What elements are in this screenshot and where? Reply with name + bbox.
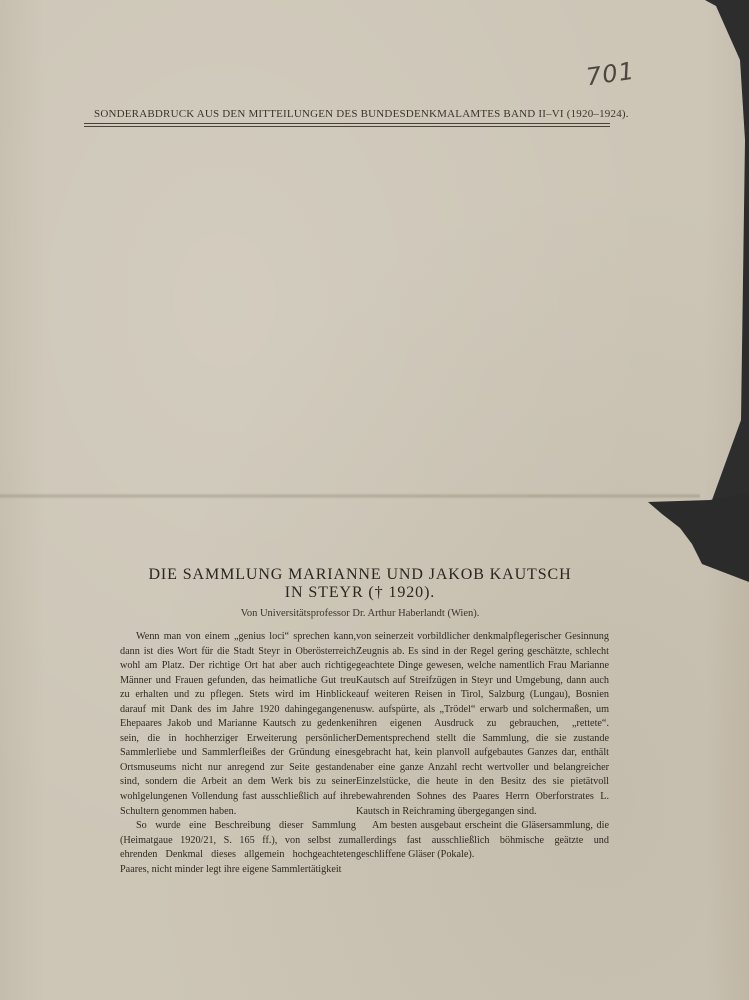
header-rule xyxy=(84,123,610,124)
paragraph: So wurde eine Beschreibung dieser Sammlung (Heimatgaue 1920/21, S. 165 ff.), von selbst zum ehrenden Denkmal dieses allgemein hochgeachteten Paares, nicht minder legt ihre eigene Sammlertätigkeit xyxy=(120,820,356,875)
handwritten-number: 701 xyxy=(584,56,637,92)
article-author: Von Universitätsprofessor Dr. Arthur Haberlandt (Wien). xyxy=(240,608,480,619)
header-rule-double xyxy=(84,126,610,127)
article-title-line1: DIE SAMMLUNG MARIANNE UND JAKOB KAUTSCH xyxy=(148,566,572,583)
text-column-right xyxy=(356,630,609,863)
paper-fold-crease xyxy=(0,493,700,499)
text-column-left xyxy=(120,630,356,877)
paragraph: Wenn man von einem „genius loci“ sprechen kann, dann ist dies Wort für die Stadt Steyr in Oberösterreich wohl am Platz. Der richtige Ort hat aber auch richtige Männer und Frauen gefunden, das heimatliche Gut treu zu erhalten und zu pflegen. Stets wird im Hinblicke darauf mit Dank des im Jahre 1920 dahingegangenen Ehepaares Jakob und Marianne Kautsch zu gedenken sein, die in hochherziger Erweiterung persönlicher Sammlerliebe und Sammlerfleißes der Gründung eines Ortsmuseums nicht nur anregend zur Seite gestanden sind, sondern die Arbeit an dem Werk bis zu seiner wohlgelungenen Vollendung fast ausschließlich auf ihre Schultern genommen haben. xyxy=(120,631,356,817)
offprint-header: SONDERABDRUCK AUS DEN MITTEILUNGEN DES BUNDESDENKMALAMTES BAND II–VI (1920–1924). xyxy=(94,108,629,120)
paragraph: Am besten ausgebaut erscheint die Gläsersammlung, die allerdings fast ausschließlich böhmische geätzte und geschliffene Gläser (Pokale). xyxy=(356,820,609,861)
article-title-line2: IN STEYR († 1920). xyxy=(284,584,436,601)
paragraph: von seinerzeit vorbildlicher denkmalpflegerischer Gesinnung Zeugnis ab. Es sind in der Regel gering geschätzte, schlecht geachtete Dinge gewesen, welche namentlich Frau Marianne Kautsch auf Streifzügen in Steyr und Umgebung, dann auch auf weiteren Reisen in Tirol, Salzburg (Lungau), Bosnien usw. aufspürte, als „Trödel“ erwarb und solchermaßen, um ihren eigenen Ausdruck zu gebrauchen, „rettete“. Dementsprechend stellt die Sammlung, die sie zustande gebracht hat, kein planvoll aufgebautes Ganzes dar, enthält aber eine ganze Anzahl recht wertvoller und belangreicher Einzelstücke, die heute in den Besitz des sie pietätvoll bewahrenden Sohnes des Paares Herrn Oberforstrates L. Kautsch in Reichraming übergegangen sind. xyxy=(356,631,609,817)
article-title xyxy=(100,566,620,602)
